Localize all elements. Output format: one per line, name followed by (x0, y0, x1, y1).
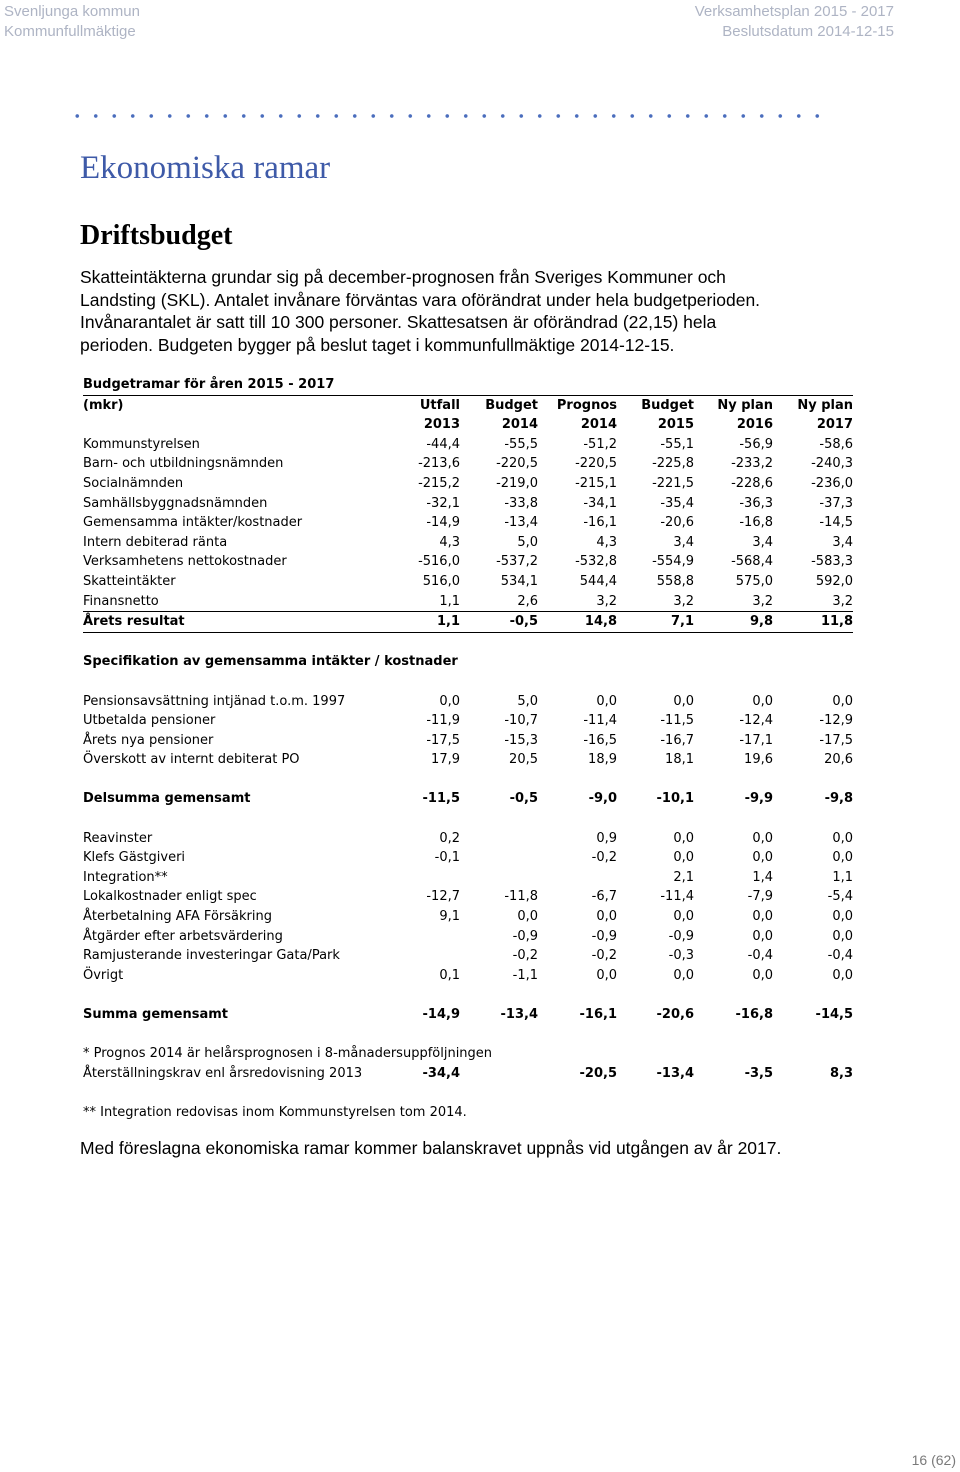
row-label: Samhällsbyggnadsnämnden (83, 495, 268, 511)
row-value: -56,9 (739, 436, 773, 452)
row-value: 0,0 (752, 928, 773, 944)
row-label: Årets nya pensioner (83, 732, 214, 748)
row-value: 0,0 (752, 693, 773, 709)
row-label: Pensionsavsättning intjänad t.o.m. 1997 (83, 693, 346, 709)
row-value: 9,1 (439, 909, 460, 925)
row-value (460, 848, 538, 868)
row-value: 20,5 (509, 752, 538, 768)
row-value: 0,0 (832, 909, 854, 925)
row-value: -11,8 (504, 889, 538, 905)
closing-statement: Med föreslagna ekonomiska ramar kommer balanskravet uppnås vid utgången av år 2017. (80, 1138, 782, 1158)
row-label: ** Integration redovisas inom Kommunstyrelsen tom 2014. (83, 1104, 467, 1120)
row-value: -9,0 (588, 791, 617, 807)
row-label: Återbetalning AFA Försäkring (83, 909, 272, 925)
row-value: -3,5 (744, 1065, 773, 1081)
row-value: Budget (617, 395, 694, 415)
row-value: 3,2 (673, 593, 694, 609)
row-value: -0,4 (747, 948, 773, 964)
row-value: -0,4 (827, 948, 854, 964)
row-value: 3,4 (673, 534, 694, 550)
row-value: -215,1 (575, 475, 617, 491)
row-value: -37,3 (819, 495, 854, 511)
row-value: -12,9 (819, 713, 854, 729)
row-value: 0,0 (752, 850, 773, 866)
row-value: 2017 (816, 417, 854, 433)
row-value: -0,2 (591, 948, 617, 964)
row-value: 18,1 (665, 752, 694, 768)
table-row (83, 829, 853, 849)
row-value: 2013 (423, 417, 460, 433)
subtotal-row (83, 789, 853, 809)
table-row (83, 868, 853, 888)
row-value: -11,9 (426, 713, 460, 729)
row-label: Återställningskrav enl årsredovisning 2013 (83, 1065, 363, 1081)
row-label (83, 985, 853, 1005)
row-value: Budget (460, 395, 538, 415)
row-value: -532,8 (575, 554, 617, 570)
section-title: Driftsbudget (80, 220, 233, 251)
row-value: 5,0 (517, 693, 538, 709)
row-label: Specifikation av gemensamma intäkter / kostnader (83, 654, 458, 670)
header-row (83, 395, 853, 415)
row-label: Reavinster (83, 830, 153, 846)
row-value: 18,9 (588, 752, 617, 768)
spacer-row (83, 1025, 853, 1045)
row-value: 2,6 (517, 593, 538, 609)
row-value: -0,5 (509, 791, 538, 807)
row-value: 0,0 (673, 909, 694, 925)
row-label: Kommunstyrelsen (83, 436, 200, 452)
page-number: 16 (62) (911, 1452, 956, 1468)
row-value: -220,5 (496, 456, 538, 472)
row-value: -32,1 (426, 495, 460, 511)
row-value: 0,0 (596, 693, 617, 709)
footnote-prognos (83, 1044, 853, 1064)
row-label (83, 770, 853, 790)
table-row (83, 907, 853, 927)
table-row (83, 435, 853, 455)
table-row (83, 848, 853, 868)
row-value: 575,0 (735, 573, 773, 589)
row-value: -6,7 (591, 889, 617, 905)
row-value: 0,0 (832, 693, 854, 709)
row-value: 20,6 (824, 752, 854, 768)
row-value: 0,0 (673, 967, 694, 983)
row-value: -228,6 (731, 475, 773, 491)
row-value: -568,4 (731, 554, 773, 570)
row-value: -14,5 (819, 515, 854, 531)
row-label: Delsumma gemensamt (83, 791, 251, 807)
intro-paragraph: Skatteintäkterna grundar sig på december-prognosen från Sveriges Kommuner och Landsting (SKL). Antalet invånare förväntas vara oförändrat under hela budgetperioden. Invånarantalet är satt till 10 300 personer. Skattesatsen är oförändrad (22,15) hela perioden. Budgeten bygger på beslut taget i kommunfullmäktige 2014-12-15. (80, 267, 761, 355)
row-value: 1,1 (832, 869, 854, 885)
row-value: 0,0 (752, 909, 773, 925)
row-label: Intern debiterad ränta (83, 534, 228, 550)
table-row (83, 946, 853, 966)
row-label (83, 809, 853, 829)
row-value: Ny plan (773, 395, 853, 415)
row-value: 17,9 (431, 752, 460, 768)
row-value: 0,0 (832, 830, 854, 846)
dotted-divider (68, 111, 820, 121)
row-value: 3,2 (752, 593, 773, 609)
footnote-integration (83, 1103, 853, 1123)
row-value: -583,3 (811, 554, 854, 570)
row-value: 1,4 (752, 869, 773, 885)
row-value: -11,4 (583, 713, 617, 729)
row-value: -1,1 (512, 967, 538, 983)
row-label: Integration** (83, 869, 168, 885)
row-label: Lokalkostnader enligt spec (83, 889, 257, 905)
row-value: -240,3 (811, 456, 854, 472)
row-value: 544,4 (579, 573, 617, 589)
row-value: -34,1 (583, 495, 617, 511)
row-label: Övrigt (83, 967, 124, 983)
table-caption (83, 375, 853, 395)
row-value: -17,1 (739, 732, 773, 748)
row-value: 0,0 (673, 850, 694, 866)
row-value: -220,5 (575, 456, 617, 472)
row-label: Finansnetto (83, 593, 159, 609)
row-value: 0,0 (596, 967, 617, 983)
row-value: 2014 (501, 417, 538, 433)
row-value: -10,7 (504, 713, 538, 729)
row-label: Skatteintäkter (83, 573, 176, 589)
row-value: -36,3 (739, 495, 773, 511)
row-label: Ramjusterande investeringar Gata/Park (83, 948, 340, 964)
row-value: 2,1 (673, 869, 694, 885)
row-label: Överskott av internt debiterat PO (83, 752, 300, 768)
table-row (83, 927, 853, 947)
restore-row (83, 1064, 853, 1084)
row-label: Barn- och utbildningsnämnden (83, 456, 284, 472)
table-row (83, 494, 853, 514)
row-value: -16,5 (583, 732, 617, 748)
table-row (83, 966, 853, 986)
row-value: -0,2 (591, 850, 617, 866)
row-value: 2016 (736, 417, 773, 433)
row-value: -51,2 (583, 436, 617, 452)
row-value: 2014 (580, 417, 617, 433)
spacer-row (83, 632, 853, 652)
row-value: -219,0 (496, 475, 538, 491)
row-value: -554,9 (652, 554, 694, 570)
row-value: -13,4 (504, 515, 538, 531)
row-label: Summa gemensamt (83, 1007, 229, 1022)
table-row (83, 711, 853, 731)
row-value: -16,1 (583, 515, 617, 531)
row-value: -58,6 (819, 436, 854, 452)
table-row (83, 533, 853, 553)
row-value: -14,9 (426, 515, 460, 531)
row-value: 8,3 (830, 1065, 854, 1081)
row-value: -16,8 (739, 515, 773, 531)
row-value: 9,8 (694, 612, 773, 633)
row-value: 3,2 (832, 593, 854, 609)
row-value: -44,4 (426, 436, 460, 452)
spacer-row (83, 672, 853, 692)
row-value: 0,0 (439, 693, 460, 709)
row-label: Gemensamma intäkter/kostnader (83, 515, 303, 531)
row-label: Budgetramar för åren 2015 - 2017 (83, 377, 335, 392)
row-value (390, 868, 460, 888)
row-value: 3,4 (752, 534, 773, 550)
row-value: -236,0 (811, 475, 854, 491)
row-value: -11,4 (660, 889, 694, 905)
row-value: 0,1 (439, 967, 460, 983)
table-row (83, 474, 853, 494)
row-value: -225,8 (652, 456, 694, 472)
row-value: 1,1 (439, 593, 460, 609)
row-label: Socialnämnden (83, 475, 184, 491)
row-value: 5,0 (517, 534, 538, 550)
row-value: -0,3 (668, 948, 694, 964)
table-row (83, 887, 853, 907)
header-date: Beslutsdatum 2014-12-15 (722, 23, 894, 40)
row-value: 4,3 (439, 534, 460, 550)
row-value: -55,1 (660, 436, 694, 452)
row-value: 0,0 (673, 693, 694, 709)
row-value (390, 946, 460, 966)
row-label: Årets resultat (83, 612, 390, 633)
row-value: -221,5 (652, 475, 694, 491)
page-title: Ekonomiska ramar (80, 150, 331, 186)
row-value: -11,5 (422, 791, 460, 807)
spacer-row (83, 985, 853, 1005)
row-value: -16,7 (660, 732, 694, 748)
row-value: -17,5 (819, 732, 854, 748)
row-value: -7,9 (747, 889, 773, 905)
spec-heading (83, 652, 853, 672)
row-value: 0,0 (596, 909, 617, 925)
row-value: 534,1 (500, 573, 538, 589)
row-value: -16,1 (579, 1007, 617, 1022)
row-value (460, 829, 538, 849)
row-value: -9,8 (824, 791, 854, 807)
row-value: 14,8 (538, 612, 617, 633)
row-value: 3,2 (596, 593, 617, 609)
row-value: 592,0 (815, 573, 854, 589)
row-value: -0,9 (591, 928, 617, 944)
row-value: -537,2 (496, 554, 538, 570)
row-value: 1,1 (390, 612, 460, 633)
row-value: -35,4 (660, 495, 694, 511)
row-value: -20,6 (660, 515, 694, 531)
spacer-row (83, 1083, 853, 1103)
row-value: -9,9 (744, 791, 773, 807)
row-label: Åtgärder efter arbetsvärdering (83, 928, 283, 944)
row-value: -11,5 (660, 713, 694, 729)
row-label: Verksamhetens nettokostnader (83, 554, 287, 570)
row-label (83, 672, 853, 692)
row-label (83, 415, 390, 435)
table-row (83, 552, 853, 572)
row-value: -10,1 (656, 791, 694, 807)
spacer-row (83, 770, 853, 790)
row-value: 0,0 (673, 830, 694, 846)
header-doc: Verksamhetsplan 2015 - 2017 (694, 3, 894, 20)
table-row (83, 750, 853, 770)
row-value: 0,0 (517, 909, 538, 925)
row-value: -55,5 (504, 436, 538, 452)
row-value: -0,5 (460, 612, 538, 633)
row-value: Prognos (538, 395, 617, 415)
row-value: 558,8 (656, 573, 694, 589)
row-value: 3,4 (832, 534, 854, 550)
row-value: -13,4 (656, 1065, 694, 1081)
row-value: 2015 (657, 417, 694, 433)
row-label: Klefs Gästgiveri (83, 850, 186, 866)
row-label (83, 1083, 853, 1103)
row-value: 0,9 (596, 830, 617, 846)
row-value: -33,8 (504, 495, 538, 511)
row-value: -20,5 (579, 1065, 617, 1081)
row-label: (mkr) (83, 395, 390, 415)
row-value: -15,3 (504, 732, 538, 748)
row-value: -0,2 (512, 948, 538, 964)
row-value: 0,0 (832, 928, 854, 944)
row-label: * Prognos 2014 är helårsprognosen i 8-månadersuppföljningen (83, 1046, 493, 1062)
row-value: -34,4 (422, 1065, 460, 1081)
row-value: -213,6 (418, 456, 460, 472)
row-value: 0,0 (832, 850, 854, 866)
table-row (83, 731, 853, 751)
row-value: 4,3 (596, 534, 617, 550)
row-value: Ny plan (694, 395, 773, 415)
spacer-row (83, 809, 853, 829)
total-row (83, 1005, 853, 1025)
row-value: -233,2 (731, 456, 773, 472)
row-value: 19,6 (744, 752, 773, 768)
table-row (83, 692, 853, 712)
row-value: 0,2 (439, 830, 460, 846)
row-value: -12,4 (739, 713, 773, 729)
row-label (83, 1025, 853, 1045)
row-value: Utfall (390, 395, 460, 415)
header-body: Kommunfullmäktige (4, 23, 136, 40)
row-value: 11,8 (773, 612, 853, 633)
table-row (83, 592, 853, 612)
row-value: -516,0 (418, 554, 460, 570)
row-value (390, 927, 460, 947)
table-row (83, 454, 853, 474)
row-value: 0,0 (752, 967, 773, 983)
result-row (83, 612, 853, 633)
row-value: -215,2 (418, 475, 460, 491)
table-row (83, 513, 853, 533)
header-row-years (83, 415, 853, 435)
row-value: -14,9 (422, 1007, 460, 1022)
row-value (460, 868, 538, 888)
row-value: -12,7 (426, 889, 460, 905)
budget-table (83, 375, 853, 1123)
row-value: -0,9 (512, 928, 538, 944)
row-value (460, 1064, 538, 1084)
row-value: -17,5 (426, 732, 460, 748)
row-value: -20,6 (656, 1007, 694, 1022)
row-value: 7,1 (617, 612, 694, 633)
row-label: Utbetalda pensioner (83, 713, 216, 729)
table-row (83, 572, 853, 592)
row-value (538, 868, 617, 888)
row-value: -0,1 (434, 850, 460, 866)
row-value: -13,4 (500, 1007, 538, 1022)
header-org: Svenljunga kommun (4, 3, 140, 20)
row-value: 0,0 (752, 830, 773, 846)
row-value: -0,9 (668, 928, 694, 944)
row-label (83, 632, 853, 652)
row-value: 516,0 (422, 573, 460, 589)
row-value: 0,0 (832, 967, 854, 983)
row-value: -16,8 (735, 1007, 773, 1022)
row-value: -5,4 (827, 889, 854, 905)
row-value: -14,5 (815, 1007, 854, 1022)
